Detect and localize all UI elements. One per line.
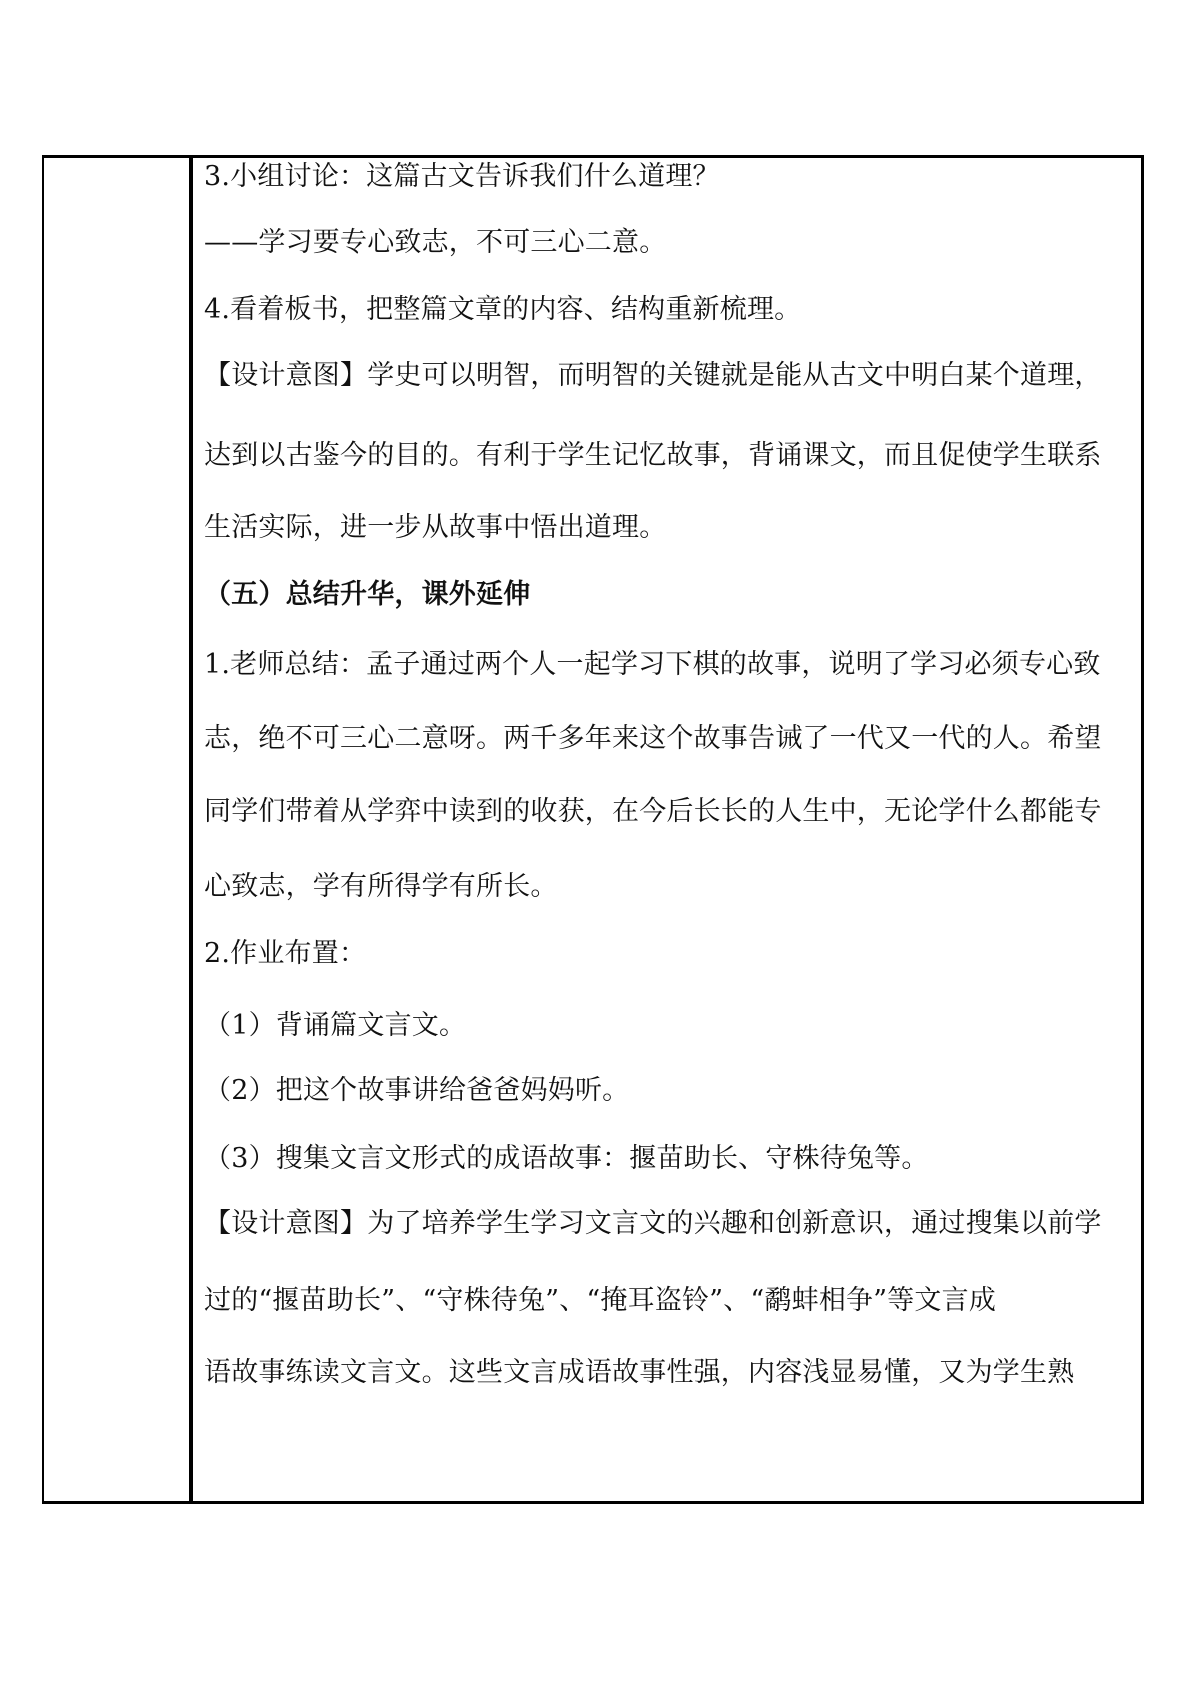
teacher-summary-line-2: 志，绝不可三心二意呀。两千多年来这个故事告诫了一代又一代的人。希望 [204, 723, 1102, 754]
homework-item-1: （1）背诵篇文言文。 [204, 1010, 467, 1041]
section-heading: （五）总结升华，课外延伸 [204, 579, 531, 610]
discussion-question: 3.小组讨论：这篇古文告诉我们什么道理？ [204, 161, 720, 192]
teacher-summary-line-3: 同学们带着从学弈中读到的收获，在今后长长的人生中，无论学什么都能专 [204, 796, 1102, 827]
homework-item-2: （2）把这个故事讲给爸爸妈妈听。 [204, 1075, 630, 1106]
design-intent-2-line-2: 过的“揠苗助长”、“守株待兔”、“掩耳盗铃”、“鹬蚌相争”等文言成 [204, 1285, 997, 1316]
homework-item-3: （3）搜集文言文形式的成语故事：揠苗助长、守株待兔等。 [204, 1143, 929, 1174]
design-intent-2-line-1: 【设计意图】为了培养学生学习文言文的兴趣和创新意识，通过搜集以前学 [204, 1208, 1102, 1239]
homework-heading: 2.作业布置： [204, 938, 367, 969]
design-intent-line-2: 达到以古鉴今的目的。有利于学生记忆故事，背诵课文，而且促使学生联系 [204, 440, 1102, 471]
discussion-answer: ——学习要专心致志，不可三心二意。 [204, 227, 667, 258]
design-intent-2-line-3: 语故事练读文言文。这些文言成语故事性强，内容浅显易懂，又为学生熟 [204, 1357, 1075, 1388]
design-intent-line-3: 生活实际，进一步从故事中悟出道理。 [204, 512, 667, 543]
teacher-summary-line-4: 心致志，学有所得学有所长。 [204, 871, 558, 902]
column-divider [189, 155, 193, 1504]
lesson-content-cell [204, 155, 1142, 1504]
board-review-step: 4.看着板书，把整篇文章的内容、结构重新梳理。 [204, 294, 802, 325]
table-left-border [42, 155, 44, 1504]
teacher-summary-line-1: 1.老师总结：孟子通过两个人一起学习下棋的故事，说明了学习必须专心致 [204, 649, 1101, 680]
design-intent-line-1: 【设计意图】学史可以明智，而明智的关键就是能从古文中明白某个道理， [204, 360, 1102, 391]
